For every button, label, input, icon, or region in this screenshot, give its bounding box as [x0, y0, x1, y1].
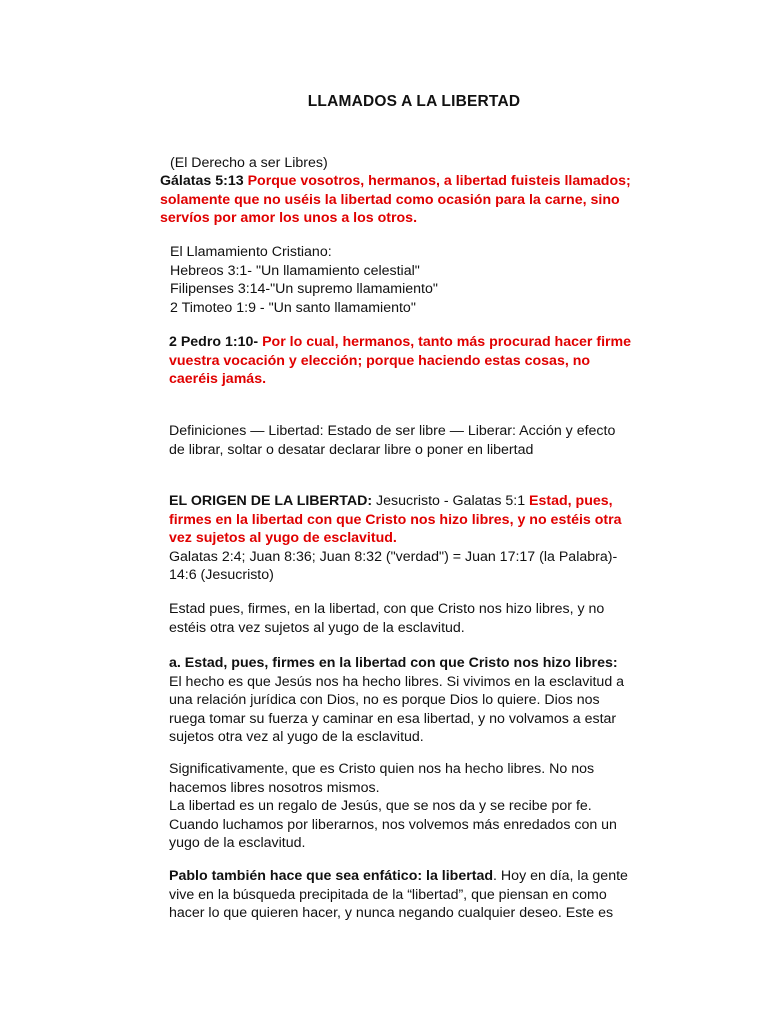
estad-block [169, 600, 604, 637]
significativamente-line: Cuando luchamos por liberarnos, nos volvemos más enredados con un [169, 816, 617, 833]
llamamiento-item: Hebreos 3:1- "Un llamamiento celestial" [170, 262, 420, 279]
origen-block [169, 492, 622, 585]
origen-verse-line: vez sujetos al yugo de esclavitud. [169, 530, 397, 546]
punto-a-line: El hecho es que Jesús nos ha hecho libres. Si vivimos en la esclavitud a [169, 673, 625, 690]
origen-verse-line: Estad, pues, [529, 493, 613, 509]
pedro-verse-line: vuestra vocación y elección; porque haciendo estas cosas, no [169, 352, 591, 369]
subtitle: (El Derecho a ser Libres) [170, 155, 328, 171]
pedro-ref: 2 Pedro 1:10- [169, 334, 259, 350]
significativamente-line: yugo de la esclavitud. [169, 835, 306, 851]
llamamiento-item: 2 Timoteo 1:9 - "Un santo llamamiento" [170, 299, 416, 316]
estad-line: estéis otra vez sujetos al yugo de la esclavitud. [169, 619, 465, 636]
origen-heading: EL ORIGEN DE LA LIBERTAD: [169, 493, 373, 509]
punto-a-line: ruega tomar su fuerza y caminar en esa libertad, y no volvamos a estar [169, 710, 617, 727]
pablo-block [169, 867, 628, 923]
estad-line: Estad pues, firmes, en la libertad, con que Cristo nos hizo libres, y no [169, 601, 605, 617]
pedro-verse-line: caeréis jamás. [169, 371, 267, 387]
punto-a-block [169, 654, 624, 747]
punto-a-line: una relación jurídica con Dios, no es porque Dios lo quiere. Dios nos [169, 692, 600, 708]
llamamiento-heading: El Llamamiento Cristiano: [170, 244, 332, 260]
pablo-line: vive en la búsqueda precipitada de la “libertad”, que piensan en como [169, 886, 607, 903]
galatas-5-13-verse-line: servíos por amor los unos a los otros. [160, 210, 418, 226]
pablo-first-rest: . Hoy en día, la gente [493, 868, 628, 884]
significativamente-line: La libertad es un regalo de Jesús, que se nos da y se recibe por fe. [169, 798, 592, 814]
definiciones-line: Definiciones — Libertad: Estado de ser libre — Liberar: Acción y efecto [169, 423, 616, 439]
significativamente-line: hacemos libres nosotros mismos. [169, 779, 380, 796]
origen-refs-line: Galatas 2:4; Juan 8:36; Juan 8:32 ("verdad") = Juan 17:17 (la Palabra)- [169, 548, 618, 565]
origen-ref: Jesucristo - Galatas 5:1 [376, 493, 526, 509]
llamamiento-item: Filipenses 3:14-"Un supremo llamamiento" [170, 281, 438, 297]
page-title: LLAMADOS A LA LIBERTAD [307, 93, 521, 110]
galatas-5-13-verse-line: Porque vosotros, hermanos, a libertad fuisteis llamados; [247, 173, 631, 189]
definiciones-line: de librar, soltar o desatar declarar libre o poner en libertad [169, 441, 534, 458]
llamamiento-block [170, 243, 438, 317]
galatas-5-13-ref: Gálatas 5:13 [160, 173, 244, 189]
origen-refs-line: 14:6 (Jesucristo) [169, 567, 274, 583]
pedro-verse-line: Por lo cual, hermanos, tanto más procurad hacer firme [262, 334, 632, 350]
significativamente-block [169, 760, 617, 853]
definiciones-block [169, 422, 615, 459]
galatas-5-13-block [160, 172, 631, 228]
galatas-5-13-verse-line: solamente que no uséis la libertad como ocasión para la carne, sino [160, 191, 620, 208]
punto-a-line: sujetos otra vez al yugo de la esclavitud. [169, 729, 424, 745]
origen-verse-line: firmes en la libertad con que Cristo nos hizo libres, y no estéis otra [169, 511, 622, 528]
pablo-line: hacer lo que quieren hacer, y nunca negando cualquier deseo. Este es [169, 905, 614, 921]
pedro-block [169, 333, 631, 389]
pablo-heading: Pablo también hace que sea enfático: la libertad [169, 868, 494, 884]
significativamente-line: Significativamente, que es Cristo quien nos ha hecho libres. No nos [169, 761, 595, 777]
punto-a-heading: a. Estad, pues, firmes en la libertad con que Cristo nos hizo libres: [169, 655, 618, 671]
